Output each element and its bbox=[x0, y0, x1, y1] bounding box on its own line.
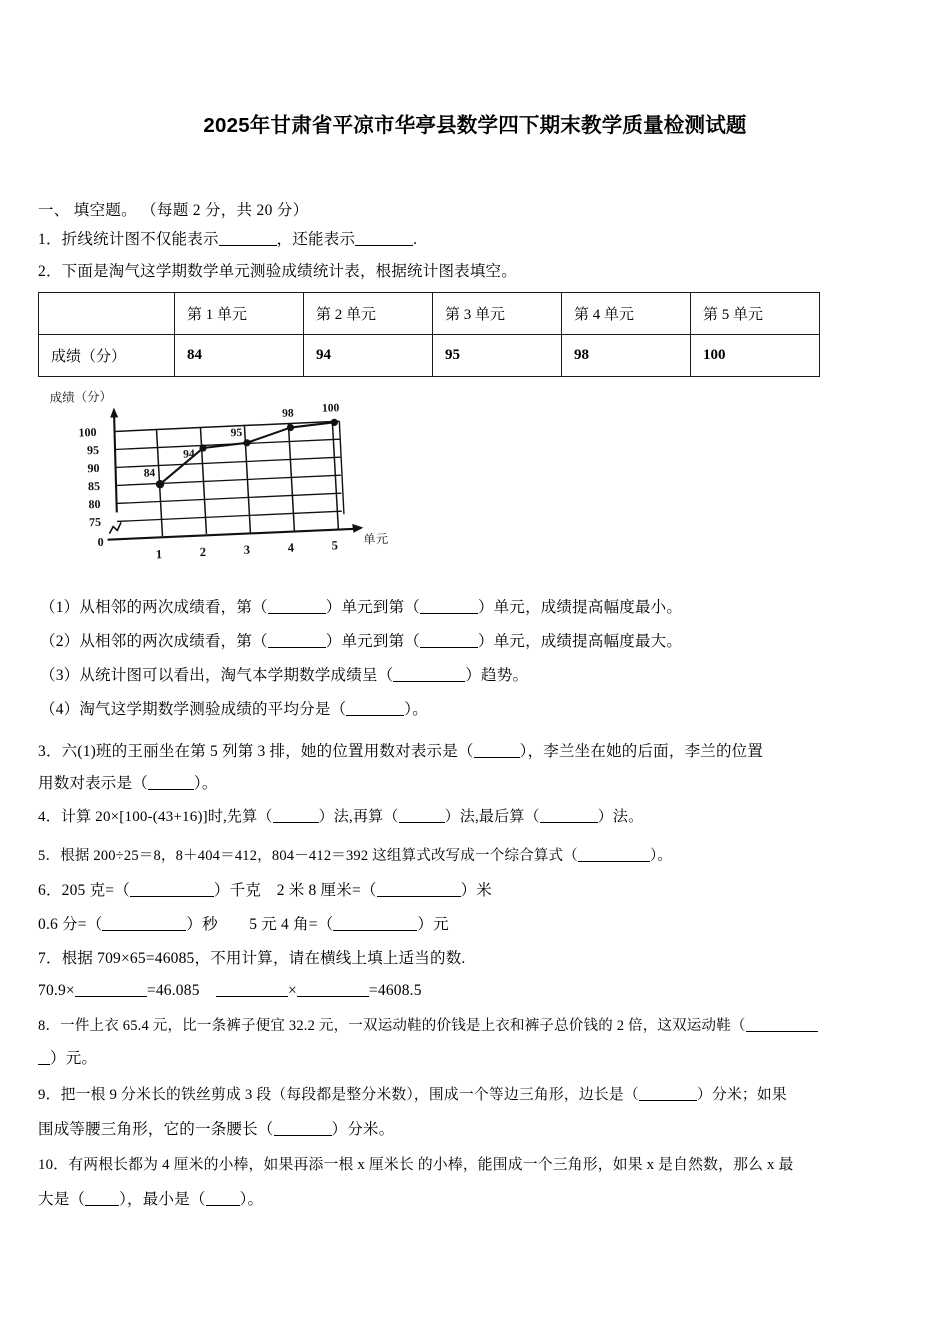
chart-y-axis-title: 成绩（分） bbox=[49, 389, 113, 406]
question-9-text-a: 9．把一根 9 分米长的铁丝剪成 3 段（每段都是整分米数），围成一个等边三角形，边长是（ bbox=[38, 1087, 639, 1103]
question-9-line-1 bbox=[38, 1084, 928, 1107]
question-9-text-c: 围成等腰三角形，它的一条腰长（ bbox=[38, 1121, 274, 1138]
question-5 bbox=[38, 845, 928, 867]
question-3-text-d: ）。 bbox=[193, 775, 218, 792]
chart-point-label-1: 84 bbox=[143, 467, 156, 480]
question-4 bbox=[38, 806, 928, 829]
question-6-line-1 bbox=[38, 879, 928, 903]
question-7-text-e: =4608.5 bbox=[368, 982, 422, 999]
question-2-sub-4-text-a: （4）淘气这学期数学测验成绩的平均分是（ bbox=[40, 701, 347, 718]
chart-ytick-90: 90 bbox=[87, 460, 100, 476]
question-3-text-c: 用数对表示是（ bbox=[38, 775, 148, 792]
chart-xtick-2: 2 bbox=[199, 544, 207, 560]
chart-xtick-1: 1 bbox=[155, 547, 163, 562]
question-1 bbox=[38, 228, 928, 252]
question-2-sub-3-text-b: ）趋势。 bbox=[465, 667, 529, 684]
question-10-text-b: 大是（ bbox=[38, 1191, 86, 1208]
question-2-sub-2-blank-1[interactable] bbox=[268, 632, 326, 648]
question-5-text-b: ）。 bbox=[649, 848, 673, 864]
chart-point-label-5: 100 bbox=[321, 402, 340, 415]
question-6-text-c: ）米 bbox=[460, 882, 492, 899]
table-header-unit-3: 第 3 单元 bbox=[433, 293, 562, 335]
question-3-blank-2[interactable] bbox=[148, 774, 194, 790]
question-2-sub-2 bbox=[40, 630, 930, 654]
chart-ytick-95: 95 bbox=[86, 442, 100, 458]
question-7-text-d: × bbox=[287, 982, 297, 999]
question-1-text-a: 1．折线统计图不仅能表示 bbox=[38, 231, 219, 248]
question-8-blank-1-cont[interactable] bbox=[38, 1049, 50, 1065]
question-10-blank-1[interactable] bbox=[85, 1190, 119, 1206]
question-7-blank-3[interactable] bbox=[297, 981, 369, 997]
question-2-sub-1-text-b: ）单元到第（ bbox=[325, 599, 420, 616]
question-7-line-2 bbox=[38, 979, 928, 1003]
question-2-sub-1-blank-1[interactable] bbox=[268, 598, 326, 614]
question-2-sub-1 bbox=[40, 596, 930, 620]
chart-x-axis-arrow bbox=[352, 524, 363, 533]
table-cell-score-1: 84 bbox=[175, 335, 304, 377]
question-2: 2．下面是淘气这学期数学单元测验成绩统计表，根据统计图表填空。 bbox=[38, 263, 517, 280]
table-cell-score-5: 100 bbox=[691, 335, 820, 377]
chart-xtick-5: 5 bbox=[331, 538, 339, 553]
table-row-label-score: 成绩（分） bbox=[39, 335, 175, 377]
question-2-sub-2-text-c: ）单元，成绩提高幅度最大。 bbox=[477, 633, 683, 650]
question-7-text-c: =46.085 bbox=[146, 982, 200, 999]
table-header-unit-2: 第 2 单元 bbox=[304, 293, 433, 335]
chart-x-axis-line bbox=[107, 529, 355, 540]
question-1-blank-2[interactable] bbox=[355, 230, 413, 246]
chart-y-axis-arrow bbox=[110, 407, 118, 417]
line-chart-svg bbox=[44, 384, 436, 580]
question-2-sub-3-blank-1[interactable] bbox=[393, 666, 465, 682]
question-9-text-b: ）分米；如果 bbox=[696, 1087, 787, 1103]
chart-point-3 bbox=[243, 439, 250, 446]
question-6-blank-4[interactable] bbox=[333, 915, 417, 931]
question-5-blank-1[interactable] bbox=[578, 847, 650, 862]
question-10-line-1: 10．有两根长都为 4 厘米的小棒，如果再添一根 x 厘米长 的小棒，能围成一个三角形，如果 x 是自然数，那么 x 最 bbox=[38, 1157, 794, 1173]
question-2-sub-3-text-a: （3）从统计图可以看出，淘气本学期数学成绩呈（ bbox=[40, 667, 394, 684]
question-9-blank-1[interactable] bbox=[639, 1086, 697, 1101]
question-9-blank-2[interactable] bbox=[274, 1120, 332, 1136]
chart-y-axis-line bbox=[114, 413, 117, 512]
question-5-text-a: 5．根据 200÷25＝8，8＋404＝412，804－412＝392 这组算式改写成一个综合算式（ bbox=[38, 848, 578, 864]
chart-ytick-0: 0 bbox=[97, 534, 104, 549]
question-4-text-d: ）法。 bbox=[597, 809, 644, 825]
chart-x-axis-title: 单元 bbox=[362, 531, 389, 547]
question-10-text-c: ），最小是（ bbox=[119, 1191, 206, 1208]
chart-ytick-75: 75 bbox=[88, 514, 102, 530]
chart-plot-right-border bbox=[339, 421, 344, 514]
chart-point-5 bbox=[331, 419, 338, 426]
table-row-headers bbox=[39, 293, 820, 335]
section-heading-fill-in-blank: 一、 填空题。 （每题 2 分，共 20 分） bbox=[38, 202, 309, 219]
question-9-line-2 bbox=[38, 1118, 928, 1142]
question-6-text-a: 6．205 克=（ bbox=[38, 882, 130, 899]
question-8-blank-1[interactable] bbox=[746, 1017, 818, 1032]
table-header-unit-1: 第 1 单元 bbox=[175, 293, 304, 335]
question-10-text-d: ）。 bbox=[239, 1191, 264, 1208]
question-7-blank-2[interactable] bbox=[216, 981, 288, 997]
chart-ytick-85: 85 bbox=[87, 478, 101, 494]
question-4-blank-3[interactable] bbox=[540, 808, 598, 823]
question-3-line-2 bbox=[38, 772, 928, 796]
question-8-line-1 bbox=[38, 1015, 928, 1037]
question-2-sub-4 bbox=[40, 698, 930, 722]
chart-point-label-2: 94 bbox=[183, 448, 195, 461]
question-2-sub-1-text-a: （1）从相邻的两次成绩看，第（ bbox=[40, 599, 268, 616]
chart-ytick-80: 80 bbox=[88, 496, 101, 512]
question-4-blank-1[interactable] bbox=[273, 808, 319, 823]
page-title: 2025年甘肃省平凉市华亭县数学四下期末教学质量检测试题 bbox=[203, 114, 747, 137]
question-1-text-c: . bbox=[413, 231, 418, 248]
table-header-unit-5: 第 5 单元 bbox=[691, 293, 820, 335]
question-7-blank-1[interactable] bbox=[75, 981, 147, 997]
table-header-unit-4: 第 4 单元 bbox=[562, 293, 691, 335]
question-4-text-a: 4．计算 20×[100-(43+16)]时,先算（ bbox=[38, 809, 273, 825]
question-7-text-b: 70.9× bbox=[38, 982, 75, 999]
question-4-text-c: ）法,最后算（ bbox=[444, 809, 540, 825]
chart-axis-break-icon bbox=[109, 522, 121, 533]
question-8-line-2 bbox=[38, 1047, 928, 1071]
question-10-line-2 bbox=[38, 1188, 928, 1212]
table-corner-cell bbox=[39, 293, 175, 335]
question-2-sub-3 bbox=[40, 664, 930, 688]
question-4-blank-2[interactable] bbox=[399, 808, 445, 823]
question-6-blank-2[interactable] bbox=[377, 881, 461, 897]
question-6-blank-3[interactable] bbox=[102, 915, 186, 931]
chart-point-label-3: 95 bbox=[230, 426, 243, 440]
question-8-text-a: 8．一件上衣 65.4 元，比一条裤子便宜 32.2 元，一双运动鞋的价钱是上衣和裤子总价钱的 2 倍，这双运动鞋（ bbox=[38, 1018, 746, 1034]
question-2-sub-2-text-b: ）单元到第（ bbox=[325, 633, 420, 650]
table-row-scores bbox=[39, 335, 820, 377]
chart-xtick-4: 4 bbox=[287, 540, 295, 555]
chart-gridline-75 bbox=[117, 511, 342, 521]
chart-gridline-80 bbox=[116, 493, 341, 503]
question-6-text-e: ）秒 5 元 4 角=（ bbox=[186, 916, 334, 933]
score-statistics-table bbox=[38, 292, 820, 377]
question-3-text-b: ），李兰坐在她的后面，李兰的位置 bbox=[519, 743, 764, 760]
question-3-line-1 bbox=[38, 740, 928, 764]
chart-gridline-90 bbox=[115, 457, 340, 467]
question-6-line-2 bbox=[38, 913, 928, 937]
question-9-text-d: ）分米。 bbox=[331, 1121, 395, 1138]
question-1-blank-1[interactable] bbox=[219, 230, 277, 246]
question-6-text-d: 0.6 分=（ bbox=[38, 916, 103, 933]
question-1-text-b: ，还能表示 bbox=[276, 231, 356, 248]
table-cell-score-2: 94 bbox=[304, 335, 433, 377]
question-2-sub-2-blank-2[interactable] bbox=[420, 632, 478, 648]
question-2-sub-4-text-b: ）。 bbox=[404, 701, 428, 718]
question-6-text-f: ）元 bbox=[417, 916, 449, 933]
question-8-text-b: ）元。 bbox=[50, 1050, 98, 1067]
question-2-sub-4-blank-1[interactable] bbox=[346, 700, 404, 716]
table-cell-score-3: 95 bbox=[433, 335, 562, 377]
question-3-blank-1[interactable] bbox=[474, 742, 520, 758]
chart-ytick-100: 100 bbox=[78, 424, 97, 440]
question-2-sub-1-blank-2[interactable] bbox=[420, 598, 478, 614]
question-6-blank-1[interactable] bbox=[130, 881, 214, 897]
chart-point-label-4: 98 bbox=[281, 407, 294, 420]
question-6-text-b: ）千克 2 米 8 厘米=（ bbox=[213, 882, 377, 899]
question-3-text-a: 3．六(1)班的王丽坐在第 5 列第 3 排，她的位置用数对表示是（ bbox=[38, 743, 474, 760]
question-7-line-1: 7．根据 709×65=46085，不用计算，请在横线上填上适当的数. bbox=[38, 950, 466, 967]
question-2-sub-1-text-c: ）单元，成绩提高幅度最小。 bbox=[477, 599, 683, 616]
question-2-sub-2-text-a: （2）从相邻的两次成绩看，第（ bbox=[40, 633, 268, 650]
line-chart-score-by-unit bbox=[44, 384, 436, 580]
question-4-text-b: ）法,再算（ bbox=[318, 809, 399, 825]
question-10-blank-2[interactable] bbox=[206, 1190, 240, 1206]
chart-xtick-3: 3 bbox=[243, 542, 251, 557]
table-cell-score-4: 98 bbox=[562, 335, 691, 377]
